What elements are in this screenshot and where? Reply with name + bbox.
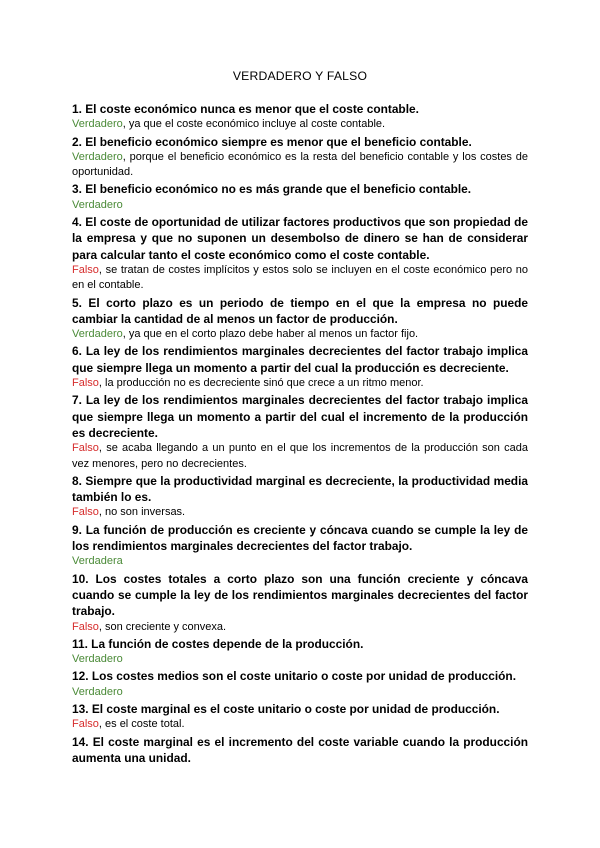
answer-reason: , ya que en el corto plazo debe haber al menos un factor fijo. <box>122 328 419 341</box>
answer-text <box>72 327 528 342</box>
verdict-label: Verdadero <box>72 328 123 341</box>
answer-text <box>72 150 528 181</box>
answer-text <box>72 685 528 700</box>
verdict-label: Verdadero <box>72 653 123 666</box>
answer-reason: , se tratan de costes implícitos y estos solo se incluyen en el coste económico pero no en el contable. <box>72 263 528 292</box>
verdict-label: Falso <box>72 718 99 731</box>
question-text: 13. El coste marginal es el coste unitario o coste por unidad de producción. <box>72 701 500 716</box>
question-item-14 <box>72 734 528 767</box>
answer-text <box>72 554 528 569</box>
question-item-1 <box>72 101 528 133</box>
answer-reason: , es el coste total. <box>98 718 185 731</box>
question-item-10 <box>72 571 528 635</box>
answer-reason: , no son inversas. <box>98 506 186 519</box>
verdict-label: Falso <box>72 506 99 519</box>
question-item-3 <box>72 181 528 213</box>
question-text: 9. La función de producción es creciente y cóncava cuando se cumple la ley de los rendimientos marginales decrecientes del factor trabajo. <box>72 522 528 554</box>
verdict-label: Verdadero <box>72 685 123 698</box>
answer-text <box>72 717 528 732</box>
answer-reason: , ya que el coste económico incluye al coste contable. <box>122 118 386 131</box>
verdict-label: Verdadero <box>72 150 123 163</box>
answer-text <box>72 198 528 213</box>
question-text: 14. El coste marginal es el incremento del coste variable cuando la producción aumenta una unidad. <box>72 734 528 765</box>
question-text: 7. La ley de los rendimientos marginales decrecientes del factor trabajo implica que siempre llega un momento a partir del cual el incremento de la producción es decreciente. <box>72 393 528 440</box>
question-item-5 <box>72 295 528 343</box>
answer-text <box>72 376 528 391</box>
question-item-7 <box>72 392 528 471</box>
verdict-label: Falso <box>72 620 99 633</box>
verdict-label: Falso <box>72 263 99 276</box>
verdict-label: Falso <box>72 377 99 390</box>
question-item-12 <box>72 668 528 700</box>
answer-reason: , porque el beneficio económico es la resta del beneficio contable y los costes de oportunidad. <box>72 150 528 179</box>
document-page <box>72 68 528 766</box>
answer-reason: , son creciente y convexa. <box>98 620 227 633</box>
question-item-11 <box>72 636 528 668</box>
verdict-label: Verdadera <box>72 555 123 568</box>
question-text: 12. Los costes medios son el coste unitario o coste por unidad de producción. <box>72 669 517 684</box>
question-text: 4. El coste de oportunidad de utilizar factores productivos que son propiedad de la empresa y que no suponen un desembolso de dinero se han de considerar para calcular tanto el coste económico como el coste contable. <box>72 215 528 262</box>
answer-text <box>72 263 528 294</box>
answer-text <box>72 652 528 667</box>
answer-text <box>72 117 528 132</box>
question-text: 6. La ley de los rendimientos marginales decrecientes del factor trabajo implica que siempre llega un momento a partir del cual la producción es decreciente. <box>72 344 528 375</box>
page-title: VERDADERO Y FALSO <box>232 69 368 83</box>
answer-text <box>72 505 528 520</box>
question-item-13 <box>72 701 528 733</box>
answer-reason: , se acaba llegando a un punto en el que los incrementos de la producción son cada vez menores, pero no decrecientes. <box>72 442 528 470</box>
question-text: 11. La función de costes depende de la producción. <box>72 636 364 651</box>
question-text: 10. Los costes totales a corto plazo son una función creciente y cóncava cuando se cumple la ley de los rendimientos marginales decrecientes del factor trabajo. <box>72 571 528 619</box>
question-text: 3. El beneficio económico no es más grande que el beneficio contable. <box>72 182 472 197</box>
answer-text <box>72 620 528 635</box>
answer-reason: , la producción no es decreciente sinó que crece a un ritmo menor. <box>98 377 424 390</box>
verdict-label: Verdadero <box>72 198 123 211</box>
question-item-4 <box>72 214 528 293</box>
question-item-6 <box>72 343 528 391</box>
question-item-9 <box>72 522 528 570</box>
question-text: 5. El corto plazo es un periodo de tiempo en el que la empresa no puede cambiar la cantidad de al menos un factor de producción. <box>72 295 528 326</box>
question-text: 8. Siempre que la productividad marginal es decreciente, la productividad media también lo es. <box>72 473 528 505</box>
verdict-label: Falso <box>72 442 99 455</box>
verdict-label: Verdadero <box>72 118 123 131</box>
question-item-2 <box>72 134 528 181</box>
question-text: 2. El beneficio económico siempre es menor que el beneficio contable. <box>72 134 472 149</box>
answer-text <box>72 441 528 472</box>
question-text: 1. El coste económico nunca es menor que el coste contable. <box>72 102 419 116</box>
question-item-8 <box>72 473 528 521</box>
